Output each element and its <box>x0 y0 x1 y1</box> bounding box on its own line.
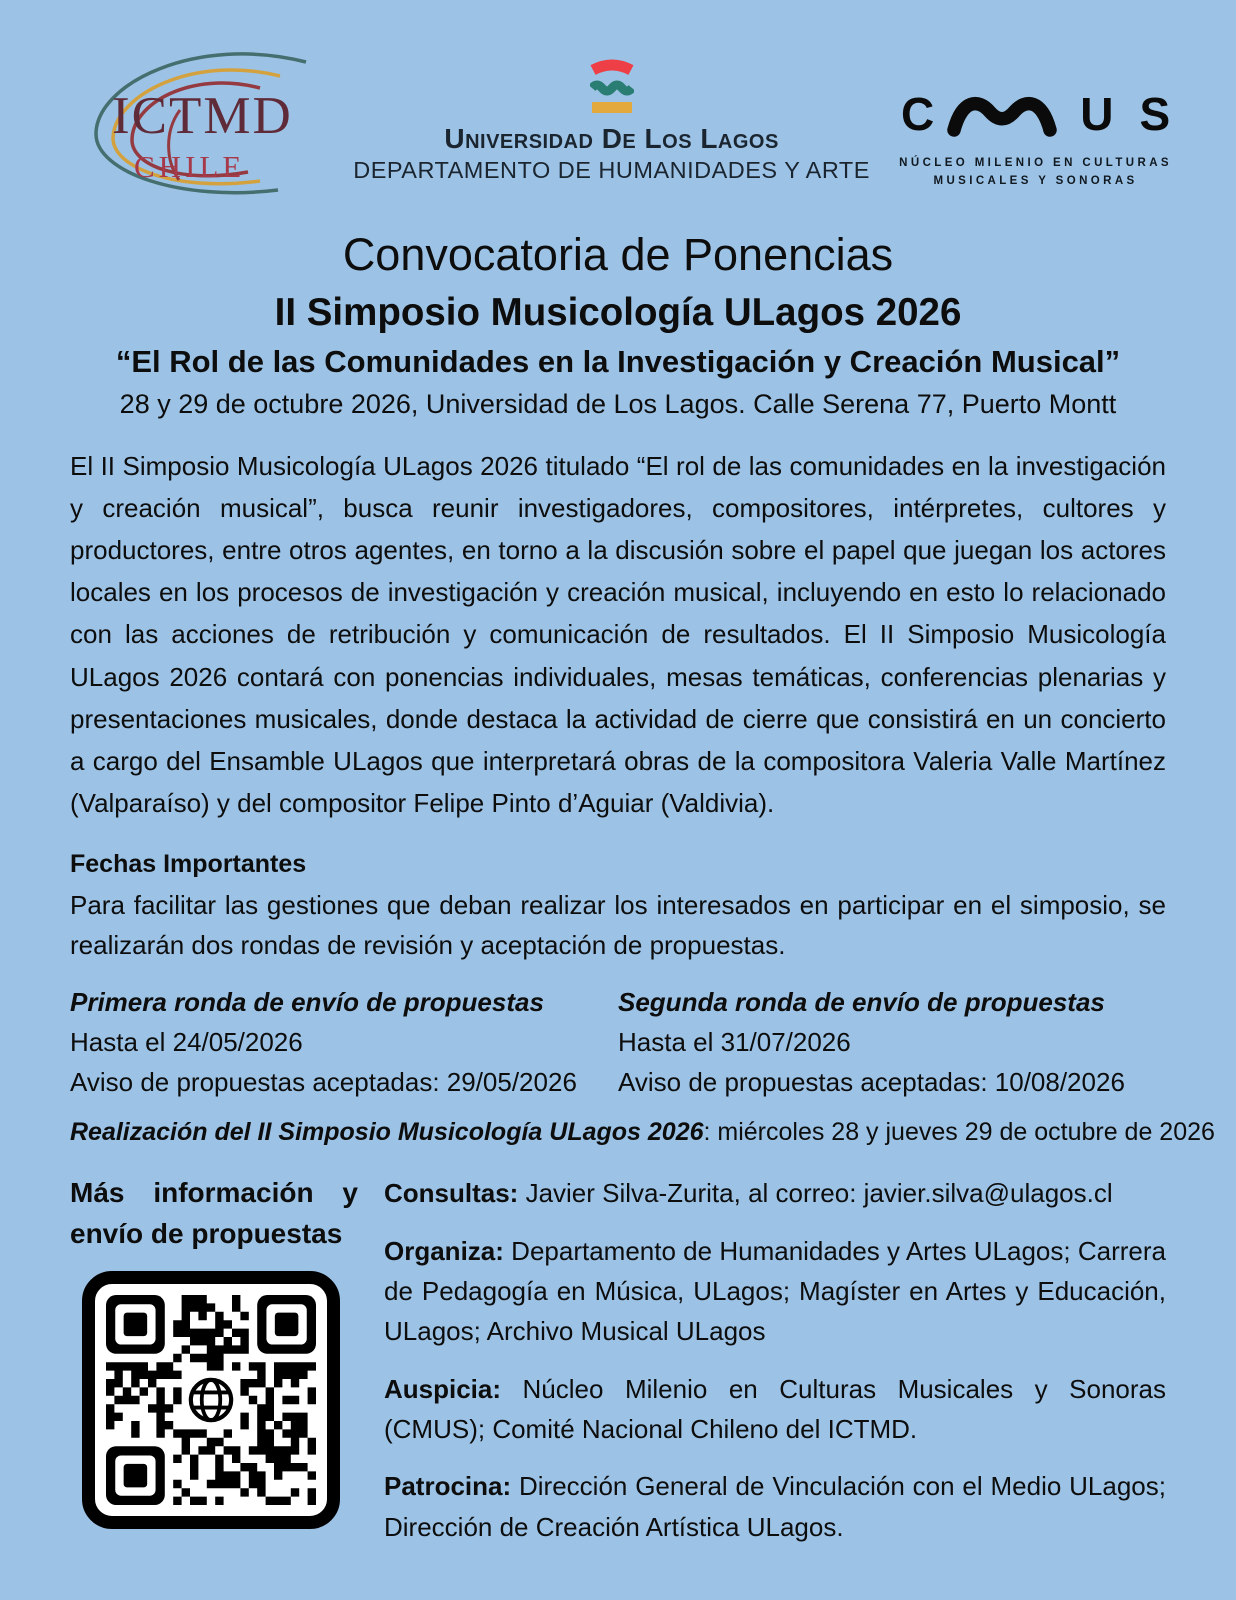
ictmd-chile-logo <box>68 50 324 202</box>
footer <box>0 1173 1236 1563</box>
flag-teal-wave <box>592 85 632 91</box>
round-second <box>618 982 1166 1103</box>
ictmd-acronym: ICTMD <box>112 87 293 145</box>
dates-heading: Fechas Importantes <box>70 849 307 878</box>
cmus-wordmark <box>901 88 1170 140</box>
footer-left <box>70 1173 358 1563</box>
cmus-letter-u: U <box>1080 88 1114 140</box>
ictmd-country: CHILE <box>134 149 246 184</box>
round-deadline: Hasta el 24/05/2026 <box>70 1026 303 1057</box>
cmus-logo <box>899 50 1172 191</box>
ulagos-flag-icon <box>590 56 634 113</box>
round-title: Segunda ronda de envío de propuestas <box>618 986 1105 1017</box>
round-title: Primera ronda de envío de propuestas <box>70 986 544 1017</box>
footer-entry-organiza: Organiza: Departamento de Humanidades y Artes ULagos; Carrera de Pedagogía en Música, ULagos; Magíster en Artes y Educación, ULagos; Archivo Musical ULagos <box>384 1235 1166 1347</box>
footer-entry-auspicia: Auspicia: Núcleo Milenio en Culturas Musicales y Sonoras (CMUS); Comité Nacional Chileno del ICTMD. <box>384 1373 1166 1444</box>
realization-line <box>70 1118 1215 1147</box>
rounds <box>70 982 1166 1103</box>
cmus-letter-c: C <box>900 88 935 140</box>
ulagos-name: Universidad De Los Lagos <box>444 123 779 154</box>
footer-entry-patrocina: Patrocina: Dirección General de Vinculación con el Medio ULagos; Dirección de Creación Artística ULagos. <box>384 1471 1166 1542</box>
title-kicker: Convocatoria de Ponencias <box>342 229 894 280</box>
realization-value: : miércoles 28 y jueves 29 de octubre de 2026 <box>703 1118 1215 1147</box>
dates-intro: Para facilitar las gestiones que deban realizar los interesados en participar en el simposio, se realizarán dos rondas de revisión y aceptación de propuestas. <box>70 889 1166 961</box>
round-notice: Aviso de propuestas aceptadas: 29/05/2026 <box>70 1067 577 1098</box>
globe-icon <box>183 1372 238 1427</box>
title-subtitle: “El Rol de las Comunidades en la Investigación y Creación Musical” <box>115 343 1121 379</box>
qr-pattern <box>106 1295 316 1505</box>
title-date-place: 28 y 29 de octubre 2026, Universidad de Los Lagos. Calle Serena 77, Puerto Montt <box>119 389 1117 420</box>
qr-caption: Más información y envío de propuestas <box>70 1177 358 1250</box>
flag-red-bar <box>593 65 631 70</box>
ulagos-department: DEPARTAMENTO DE HUMANIDADES Y ARTE <box>353 157 870 183</box>
flag-gold-bar <box>592 102 632 113</box>
cmus-wave-icon <box>946 88 1058 140</box>
cmus-caption <box>899 154 1172 191</box>
cmus-caption-line2: MUSICALES Y SONORAS <box>933 175 1138 188</box>
round-notice: Aviso de propuestas aceptadas: 10/08/2026 <box>618 1067 1125 1098</box>
footer-entry-consultas: Consultas: Javier Silva-Zurita, al correo: javier.silva@ulagos.cl <box>384 1178 1113 1209</box>
intro-paragraph: El II Simposio Musicología ULagos 2026 titulado “El rol de las comunidades en la investigación y creación musical”, busca reunir investigadores, compositores, intérpretes, cultores y productores, entre otros agentes, en torno a la discusión sobre el papel que juegan los actores locales en los procesos de investigación y creación musical, incluyendo en esto lo relacionado con las acciones de retribución y comunicación de resultados. El II Simposio Musicología ULagos 2026 contará con ponencias individuales, mesas temáticas, conferencias plenarias y presentaciones musicales, donde destaca la actividad de cierre que consistirá en un concierto a cargo del Ensamble ULagos que interpretará obras de la compositora Valeria Valle Martínez (Valparaíso) y del compositor Felipe Pinto d’Aguiar (Valdivia). <box>70 450 1166 818</box>
header-logos <box>0 0 1236 202</box>
title-main: II Simposio Musicología ULagos 2026 <box>274 291 962 335</box>
title-block <box>0 228 1236 421</box>
round-deadline: Hasta el 31/07/2026 <box>618 1026 851 1057</box>
qr-code <box>82 1271 340 1529</box>
realization-label: Realización del II Simposio Musicología ULagos 2026 <box>70 1118 704 1147</box>
cmus-caption-line1: NÚCLEO MILENIO EN CULTURAS <box>899 157 1172 169</box>
footer-right <box>384 1173 1166 1563</box>
cmus-letter-s: S <box>1139 88 1171 140</box>
ulagos-logo <box>353 50 870 184</box>
round-first <box>70 982 618 1103</box>
